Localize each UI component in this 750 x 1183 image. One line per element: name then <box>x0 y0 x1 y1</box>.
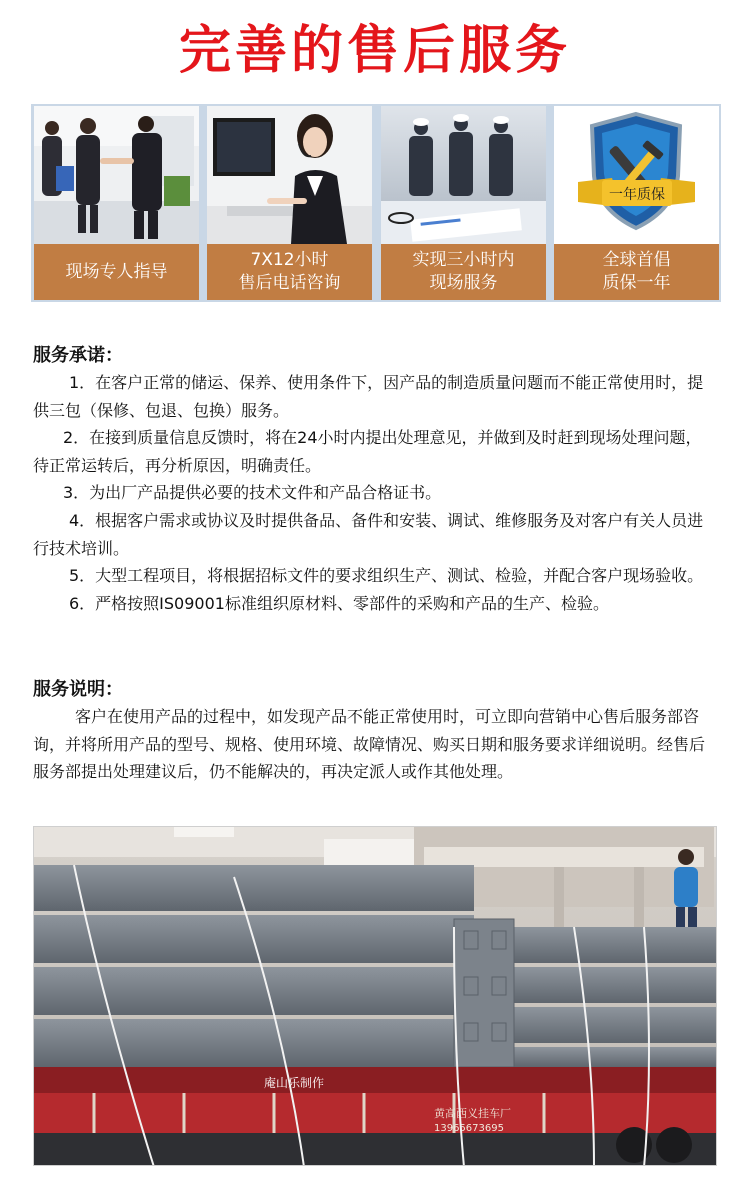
caption-line: 实现三小时内 <box>412 250 515 270</box>
service-banner <box>31 104 721 302</box>
description-text <box>33 703 717 786</box>
service-card-warranty <box>554 106 719 300</box>
service-card-three-hour <box>381 106 546 300</box>
service-card-phone-consult <box>207 106 372 300</box>
promise-item: 1．在客户正常的储运、保养、使用条件下，因产品的制造质量问题而不能正常使用时，提供三包（保修、包退、包换）服务。 <box>33 373 704 420</box>
truck-loading-photo <box>33 826 717 1166</box>
promises-heading: 服务承诺： <box>33 345 123 366</box>
description-paragraph: 客户在使用产品的过程中，如发现产品不能正常使用时，可立即向营销中心售后服务部咨询，并将所用产品的型号、规格、使用环境、故障情况、购买日期和服务要求详细说明。经售后服务部提出处理建议后，仍不能解决的，再决定派人或作其他处理。 <box>33 707 706 782</box>
promises-list <box>33 369 717 617</box>
warranty-shield-graphic <box>554 106 719 244</box>
promise-item: 2．在接到质量信息反馈时，将在24小时内提出处理意见，并做到及时赶到现场处理问题，待正常运转后，再分析原因，明确责任。 <box>33 428 702 475</box>
description-heading: 服务说明： <box>33 679 123 700</box>
caption-line: 现场专人指导 <box>65 261 168 282</box>
caption-line: 7X12小时 <box>250 250 329 270</box>
caption-line: 全球首倡 <box>602 250 671 270</box>
truck-phone: 13965673695 <box>434 1123 504 1134</box>
promise-item: 3．为出厂产品提供必要的技术文件和产品合格证书。 <box>63 483 442 503</box>
handshake-photo <box>34 106 199 244</box>
card-caption <box>34 244 199 300</box>
page-title: 完善的售后服务 <box>178 21 571 81</box>
truck-side-text: 黄高西义挂车厂 <box>434 1107 511 1120</box>
caption-line: 售后电话咨询 <box>238 273 341 293</box>
promise-item: 5．大型工程项目，将根据招标文件的要求组织生产、测试、检验，并配合客户现场验收。 <box>69 566 704 586</box>
truck-label: 庵山乐制作 <box>264 1076 325 1090</box>
promise-item: 4．根据客户需求或协议及时提供备品、备件和安装、调试、维修服务及对客户有关人员进行技术培训。 <box>33 510 704 558</box>
caption-line: 质保一年 <box>602 273 671 293</box>
card-caption <box>554 244 719 300</box>
call-center-photo <box>207 106 372 244</box>
card-caption <box>381 244 546 300</box>
service-card-onsite-guidance <box>34 106 199 300</box>
caption-line: 现场服务 <box>429 273 498 293</box>
promise-item: 6．严格按照IS09001标准组织原材料、零部件的采购和产品的生产、检验。 <box>69 593 609 613</box>
warranty-badge-text: 一年质保 <box>609 187 665 203</box>
engineers-photo <box>381 106 546 244</box>
card-caption <box>207 244 372 300</box>
